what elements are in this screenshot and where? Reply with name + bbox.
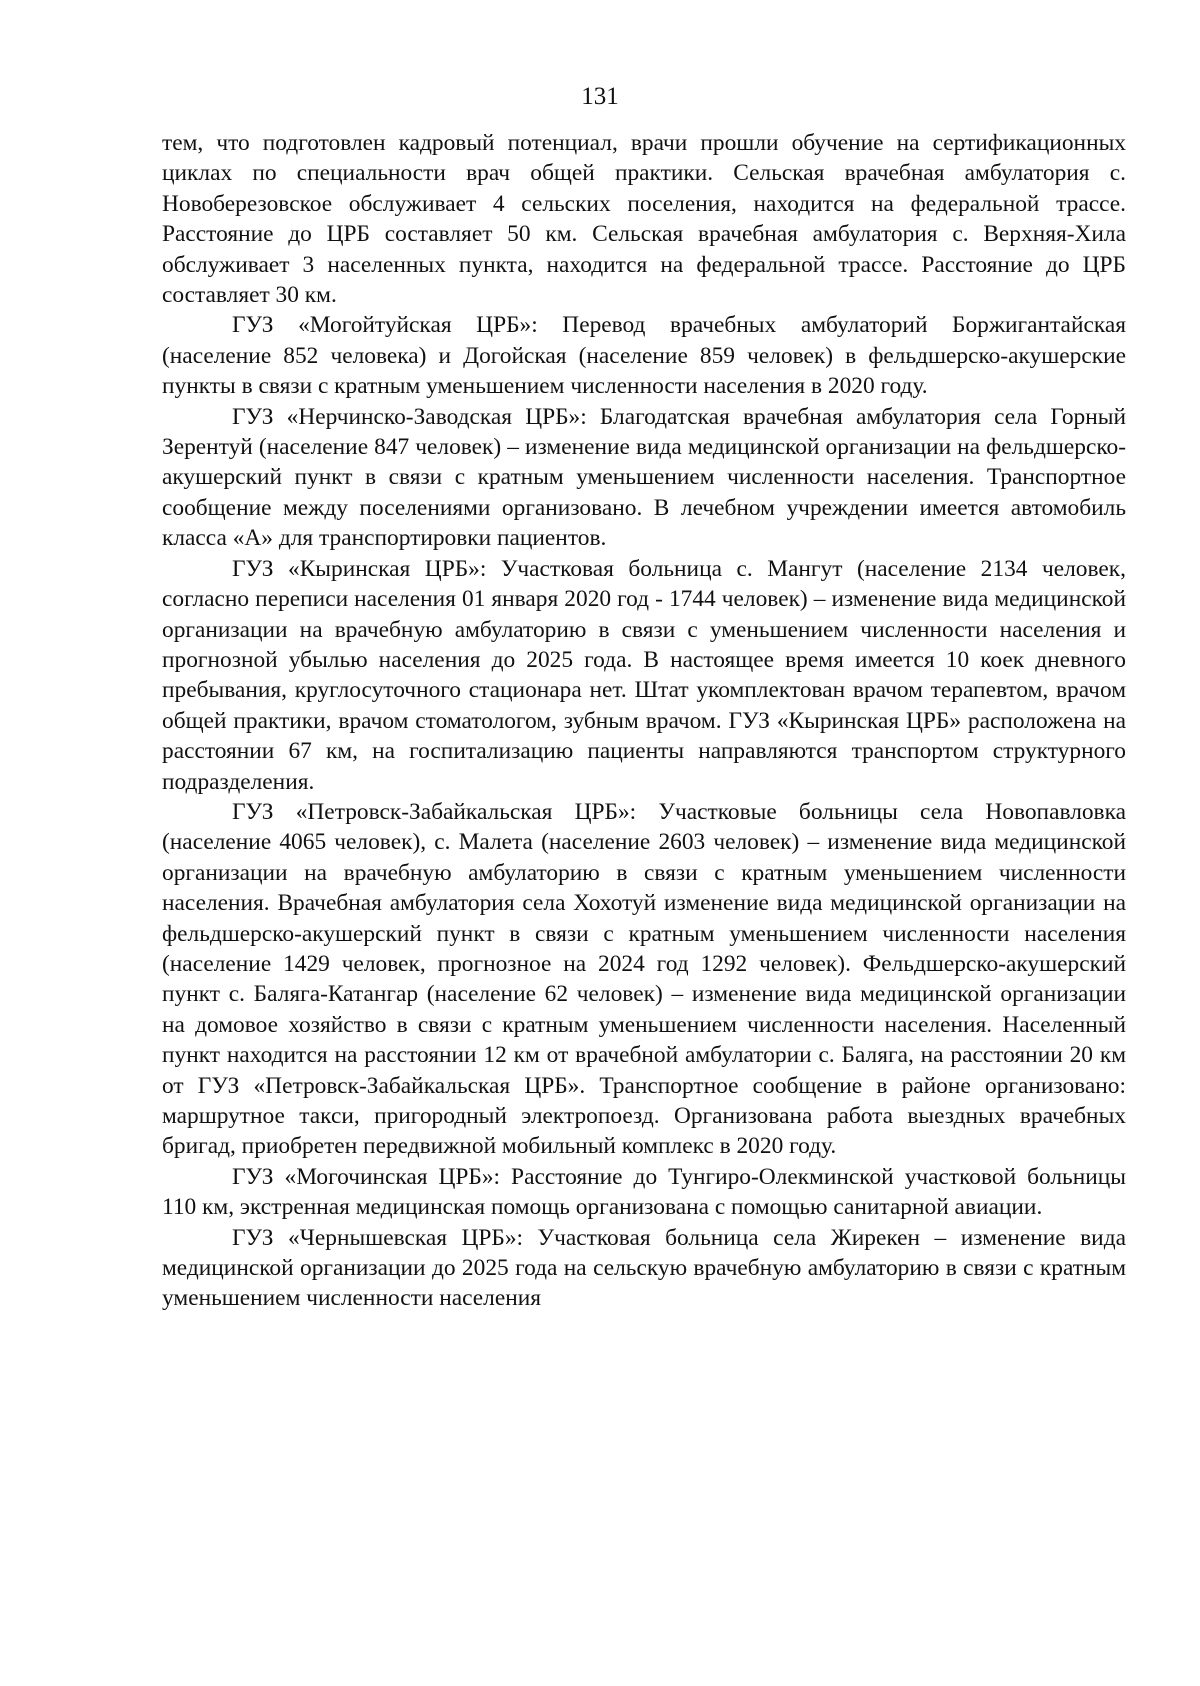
paragraph-chernyshevskaya: ГУЗ «Чернышевская ЦРБ»: Участковая больница села Жирекен – изменение вида медицинской организации до 2025 года на сельскую врачебную амбулаторию в связи с кратным уменьшением численности населения <box>162 1224 1126 1312</box>
document-body <box>162 128 1126 1314</box>
paragraph-nerchinsko-zavodskaya: ГУЗ «Нерчинско-Заводская ЦРБ»: Благодатская врачебная амбулатория села Горный Зерентуй (население 847 человек) – изменение вида медицинской организации на фельдшерско-акушерский пункт в связи с кратным уменьшением численности населения. Транспортное сообщение между поселениями организовано. В лечебном учреждении имеется автомобиль класса «А» для транспортировки пациентов. <box>162 403 1126 552</box>
paragraph-petrovsk-zabaykalskaya: ГУЗ «Петровск-Забайкальская ЦРБ»: Участковые больницы села Новопавловка (население 4065 человек), с. Малета (население 2603 человек) – изменение вида медицинской организации на врачебную амбулаторию в связи с кратным уменьшением численности населения. Врачебная амбулатория села Хохотуй изменение вида медицинской организации на фельдшерско-акушерский пункт в связи с кратным уменьшением численности населения (население 1429 человек, прогнозное на 2024 год 1292 человек). Фельдшерско-акушерский пункт с. Баляга-Катангар (население 62 человек) – изменение вида медицинской организации на домовое хозяйство в связи с кратным уменьшением численности населения. Населенный пункт находится на расстоянии 12 км от врачебной амбулатории с. Баляга, на расстоянии 20 км от ГУЗ «Петровск-Забайкальская ЦРБ». Транспортное сообщение в районе организовано: маршрутное такси, пригородный электропоезд. Организована работа выездных врачебных бригад, приобретен передвижной мобильный комплекс в 2020 году. <box>162 798 1126 1160</box>
paragraph-mogochinskaya: ГУЗ «Могочинская ЦРБ»: Расстояние до Тунгиро-Олекминской участковой больницы 110 км, экстренная медицинская помощь организована с помощью санитарной авиации. <box>162 1163 1126 1221</box>
paragraph-mogoytuyskaya: ГУЗ «Могойтуйская ЦРБ»: Перевод врачебных амбулаторий Боржигантайская (население 852 человека) и Догойская (население 859 человек) в фельдшерско-акушерские пункты в связи с кратным уменьшением численности населения в 2020 году. <box>162 312 1126 400</box>
paragraph-kyrinskaya: ГУЗ «Кыринская ЦРБ»: Участковая больница с. Мангут (население 2134 человек, согласно переписи населения 01 января 2020 год - 1744 человек) – изменение вида медицинской организации на врачебную амбулаторию в связи с уменьшением численности населения и прогнозной убылью населения до 2025 года. В настоящее время имеется 10 коек дневного пребывания, круглосуточного стационара нет. Штат укомплектован врачом терапевтом, врачом общей практики, врачом стоматологом, зубным врачом. ГУЗ «Кыринская ЦРБ» расположена на расстоянии 67 км, на госпитализацию пациенты направляются транспортом структурного подразделения. <box>162 555 1126 795</box>
paragraph-continuation: тем, что подготовлен кадровый потенциал, врачи прошли обучение на сертификационных циклах по специальности врач общей практики. Сельская врачебная амбулатория с. Новоберезовское обслуживает 4 сельских поселения, находится на федеральной трассе. Расстояние до ЦРБ составляет 50 км. Сельская врачебная амбулатория с. Верхняя-Хила обслуживает 3 населенных пункта, находится на федеральной трассе. Расстояние до ЦРБ составляет 30 км. <box>162 130 1126 309</box>
page-number: 131 <box>581 83 619 110</box>
